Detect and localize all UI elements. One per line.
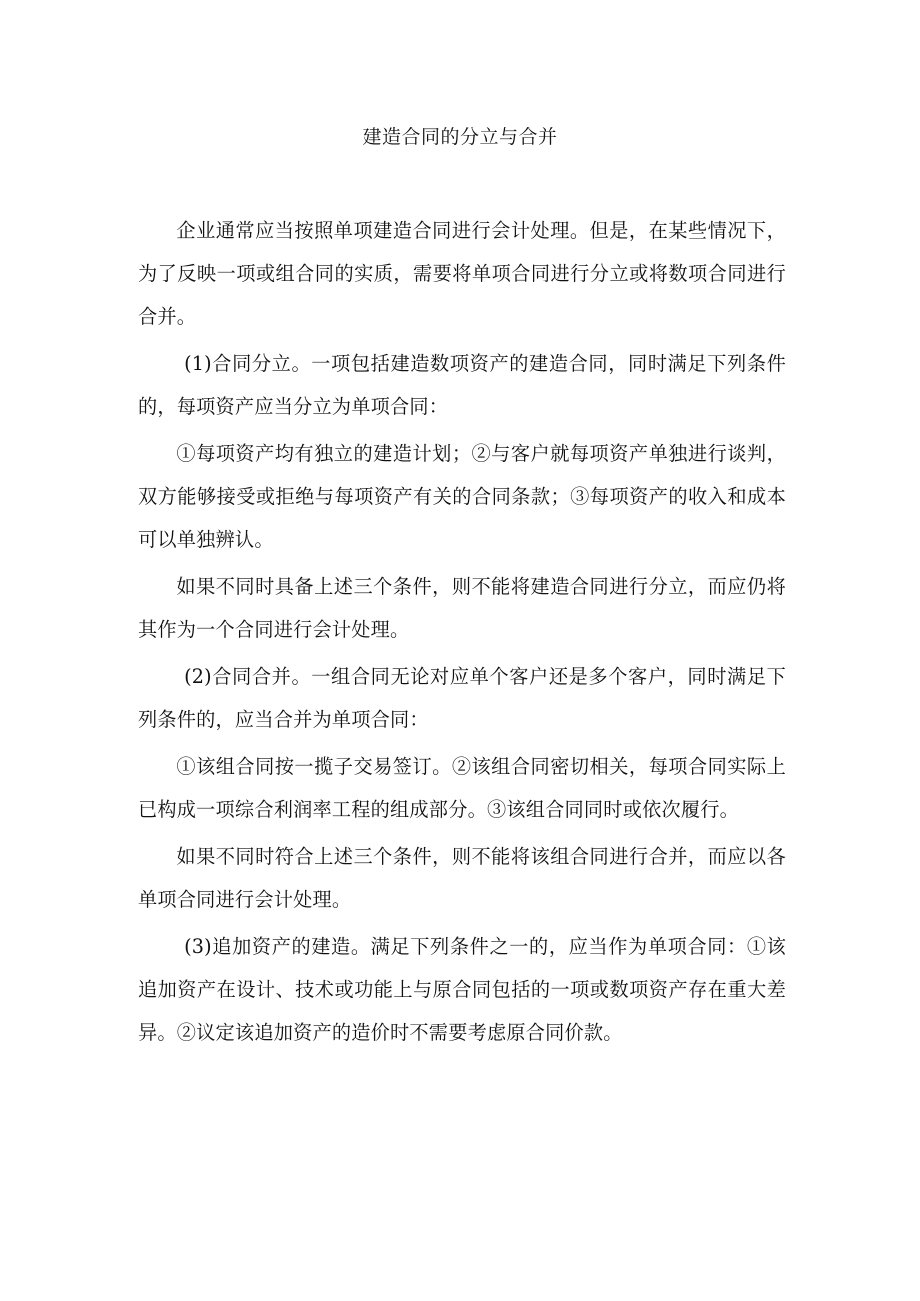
document-title: 建造合同的分立与合并 [362, 126, 558, 148]
paragraph-additional-assets: (3)追加资产的建造。满足下列条件之一的，应当作为单项合同：①该追加资产在设计、技术或功能上与原合同包括的一项或数项资产存在重大差异。②议定该追加资产的造价时不需要考虑原合同价款。 [138, 935, 786, 1044]
paragraph-contract-split: (1)合同分立。一项包括建造数项资产的建造合同，同时满足下列条件的，每项资产应当分立为单项合同： [138, 352, 786, 418]
paragraph-split-conditions: ①每项资产均有独立的建造计划；②与客户就每项资产单独进行谈判，双方能够接受或拒绝与每项资产有关的合同条款；③每项资产的收入和成本可以单独辨认。 [138, 442, 786, 551]
paragraph-intro: 企业通常应当按照单项建造合同进行会计处理。但是，在某些情况下，为了反映一项或组合同的实质，需要将单项合同进行分立或将数项合同进行合并。 [138, 219, 786, 328]
paragraph-merge-conditions: ①该组合同按一揽子交易签订。②该组合同密切相关，每项合同实际上已构成一项综合利润率工程的组成部分。③该组合同同时或依次履行。 [138, 755, 786, 821]
document-body [138, 209, 786, 1058]
paragraph-merge-exception: 如果不同时符合上述三个条件，则不能将该组合同进行合并，而应以各单项合同进行会计处理。 [138, 845, 786, 911]
paragraph-split-exception: 如果不同时具备上述三个条件，则不能将建造合同进行分立，而应仍将其作为一个合同进行会计处理。 [138, 575, 786, 641]
paragraph-contract-merge: (2)合同合并。一组合同无论对应单个客户还是多个客户，同时满足下列条件的，应当合并为单项合同： [138, 665, 786, 731]
